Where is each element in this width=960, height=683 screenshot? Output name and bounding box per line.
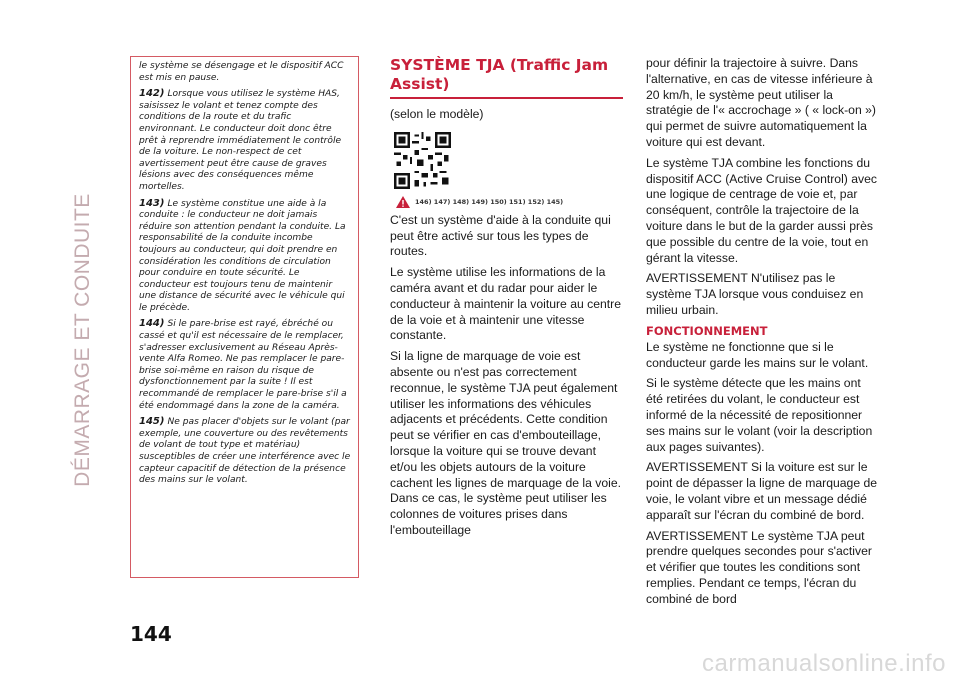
warning-paragraph: AVERTISSEMENT Le système TJA peut prendre quelques secondes pour s'activer et vérifier que toutes les conditions sont remplies. Pendant ce temps, l'écran du combiné de bord [646, 528, 872, 606]
section-subtitle: (selon le modèle) [390, 107, 484, 121]
warning-item-text: Le système constitue une aide à la conduite : le conducteur ne doit jamais réduire son attention pendant la conduite. La responsabilité de la conduite incombe toujours au conducteur, qui doit prendre en considération les conditions de circulation pour conduire en toute sécurité. Le conducteur est toujours tenu de maintenir une distance de sécurité avec le véhicule qui le précède. [139, 198, 346, 313]
warning-paragraph: AVERTISSEMENT Si la voiture est sur le point de dépasser la ligne de marquage de voie, le volant vibre et un message dédié apparaît sur l'écran du combiné de bord. [646, 460, 878, 522]
subsection-heading: FONCTIONNEMENT [646, 323, 768, 338]
qr-code-icon[interactable] [394, 132, 451, 189]
section-paragraph: pour définir la trajectoire à suivre. Dans l'alternative, en cas de vitesse inférieure à 20 km/h, le système peut utiliser la stratégie de l'« accrochage » ( « lock-on ») qui permet de suivre automatiquement la voiture qui est devant. [646, 56, 876, 149]
section-paragraph: Si le système détecte que les mains ont été retirées du volant, le conducteur est informé de la nécessité de repositionner ses mains sur le volant (voir la description aux pages suivantes). [646, 376, 873, 454]
warning-item-number: 142) [139, 88, 165, 100]
warning-item-number: 145) [139, 416, 165, 428]
right-column [646, 56, 880, 613]
tja-section-column [390, 56, 623, 544]
section-paragraph: Le système ne fonctionne que si le conducteur garde les mains sur le volant. [646, 339, 869, 370]
warning-notes-box [130, 56, 359, 578]
warning-item [139, 88, 351, 193]
warning-item-text: Ne pas placer d'objets sur le volant (par exemple, une couverture ou des revêtements de volant de tout type et matériau) susceptibles de créer une interférence avec le capteur capacitif de détection de la présence des mains sur le volant. [139, 417, 351, 486]
warning-item [139, 416, 351, 487]
warning-intro: le système se désengage et le dispositif ACC est mis en pause. [139, 61, 344, 83]
warning-reference-numbers: 146) 147) 148) 149) 150) 151) 152) 145) [415, 197, 564, 206]
section-paragraph: Le système TJA combine les fonctions du dispositif ACC (Active Cruise Control) avec une logique de centrage de voie et, par conséquent, contrôle la trajectoire de la voiture dans le but de la garder aussi près que possible du centre de la voie, tout en gérant la vitesse. [646, 155, 877, 265]
warning-item-number: 144) [139, 318, 165, 330]
chapter-side-title: DÉMARRAGE ET CONDUITE [71, 193, 94, 487]
section-paragraph: Le système utilise les informations de la caméra avant et du radar pour aider le conducteur à maintenir la voiture au centre de la voie et à maintenir une vitesse constante. [390, 265, 622, 343]
warning-triangle-icon [396, 196, 410, 208]
section-paragraph: Si la ligne de marquage de voie est absente ou n'est pas correctement reconnue, le système TJA peut également utiliser les informations des véhicules adjacents et précédents. Cette condition peut se vérifier en cas d'embouteillage, lorsque la voiture qui se trouve devant et/ou les objets autours de la voiture cachent les lignes de marquage de la voie. Dans ce cas, le système peut utiliser les colonnes de voitures prises dans l'embouteillage [390, 349, 622, 537]
warning-references [396, 196, 623, 208]
section-paragraph: C'est un système d'aide à la conduite qui peut être activé sur tous les types de routes. [390, 212, 611, 259]
warning-item-text: Lorsque vous utilisez le système HAS, saisissez le volant et tenez compte des conditions de la route et du trafic environnant. Le conducteur doit donc être prêt à reprendre immédiatement le contrôle de la voiture. Le non-respect de cet avertissement peut être cause de graves lésions avec des conséquences même mortelles. [139, 89, 342, 192]
section-title: SYSTÈME TJA (Traffic Jam Assist) [390, 56, 609, 93]
page-number: 144 [130, 622, 172, 646]
warning-item-number: 143) [139, 197, 165, 209]
warning-item [139, 318, 351, 412]
site-watermark: carmanualsonline.info [702, 650, 946, 677]
warning-item [139, 198, 351, 315]
warning-item-text: Si le pare-brise est rayé, ébréché ou cassé et qu'il est nécessaire de le remplacer, s'adresser exclusivement au Réseau Après-vente Alfa Romeo. Ne pas remplacer le pare-brise soi-même en raison du risque de dysfonctionnement par la suite ! Il est recommandé de remplacer le pare-brise s'il a été endommagé dans la zone de la caméra. [139, 319, 347, 411]
warning-paragraph: AVERTISSEMENT N'utilisez pas le système TJA lorsque vous conduisez en milieu urbain. [646, 271, 864, 317]
title-divider [390, 97, 623, 99]
